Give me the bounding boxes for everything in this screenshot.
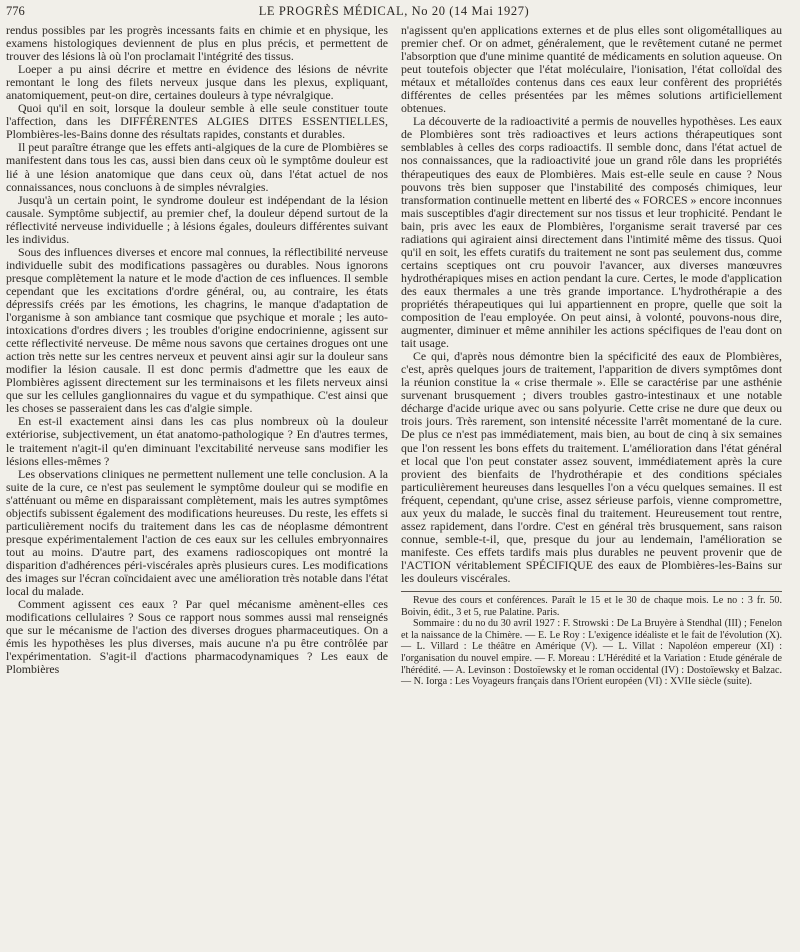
page-number: 776 bbox=[6, 4, 25, 18]
paragraph: Jusqu'à un certain point, le syndrome douleur est indépendant de la lésion causale. Symptôme subjectif, au premier chef, la douleur dépend surtout de la réflectivité nerveuse individuelle ; à lésions égales, douleurs différentes suivant les individus. bbox=[6, 192, 388, 246]
paragraph: La découverte de la radioactivité a permis de nouvelles hypothèses. Les eaux de Plombières sont très radioactives et leurs actions thérapeutiques sont semblables à celles des corps radioactifs. Il semble donc, dans l'état actuel de nos connaissances, que la radioactivité joue un grand rôle dans les propriétés thérapeutiques des eaux de Plombières. Mais est-elle seule en cause ? Nous pouvons très bien supposer que l'instabilité des composés chimiques, leur transformation continuelle mettent en liberté des « FORCES » encore inconnues mais susceptibles d'agir directement sur nos tissus et leur trophicité. Pendant le bain, pris avec les eaux de Plombières, l'organisme serait traversé par ces radiations qui agiraient ainsi directement dans l'intimité même des tissus. Quoi qu'il en soit, les effets curatifs du traitement ne sont pas seulement dus, comme certains sceptiques ont cru pouvoir l'avancer, aux diverses manœuvres hydrothérapiques mises en action pendant la cure. Certes, le mode d'application des eaux thermales a une très grande importance. L'hydrothérapie a des propriétés thérapeutiques qui lui appartiennent en propre, quelle que soit la composition de l'eau employée. On peut ainsi, à volonté, pouvons-nous dire, augmenter, diminuer et même annihiler les actions spécifiques de l'eau dont on tait usage. bbox=[401, 114, 782, 351]
journal-title: LE PROGRÈS MÉDICAL, No 20 (14 Mai 1927) bbox=[258, 4, 530, 18]
paragraph: Quoi qu'il en soit, lorsque la douleur semble à elle seule constituer toute l'affection, dans les DIFFÉRENTES ALGIES DITES ESSENTIELLES, Plombières-les-Bains donne des résultats rapides, constants et durables. bbox=[6, 101, 388, 142]
paragraph: Ce qui, d'après nous démontre bien la spécificité des eaux de Plombières, c'est, après quelques jours de traitement, l'apparition de divers symptômes dont la réunion constitue la « crise thermale ». Elle se caractérise par une asthénie survenant brusquement ; divers troubles gastro-intestinaux et une notable décharge d'acide urique avec ou sans polyurie. Cette crise ne dure que deux ou trois jours. Très rarement, son intensité nécessite l'arrêt momentané de la cure. De plus ce n'est pas immédiatement, mais bien, au bout de cinq à six semaines que l'on ressent les bons effets du traitement. L'amélioration dans l'état général et local que l'on peut constater assez souvent, immédiatement après la cure provient des bienfaits de l'hydrothérapie et des conditions spéciales particulièrement heureuses dans lesquelles l'on a vécu quelques semaines. Il est fréquent, cependant, qu'une crise, assez sérieuse parfois, vienne compromettre, aux yeux du malade, le succès final du traitement. Heureusement tout rentre, assez rapidement, dans l'ordre. C'est en général très brusquement, sans raison connue, semble-t-il, que, presque du jour au lendemain, l'amélioration se manifeste. Ces effets tardifs mais plus durables ne peuvent provenir que de l'ACTION véritablement SPÉCIFIQUE des eaux de Plombières-les-Bains sur les douleurs viscérales. bbox=[401, 349, 782, 585]
paragraph: Il peut paraître étrange que les effets anti-algiques de la cure de Plombières se manifestent dans tous les cas, aussi bien dans ceux où le symptôme douleur est lié à une lésion anatomique que dans ceux où, dans l'état actuel de nos connaissances, nous concluons à de simples névralgies. bbox=[6, 140, 388, 194]
paragraph: En est-il exactement ainsi dans les cas plus nombreux où la douleur extériorise, subjectivement, un état anatomo-pathologique ? En d'autres termes, le traitement n'agit-il qu'en diminuant l'excitabilité nerveuse sans modifier les lésions elles-mêmes ? bbox=[6, 414, 388, 468]
paragraph: Les observations cliniques ne permettent nullement une telle conclusion. A la suite de la cure, ce n'est pas seulement le symptôme douleur qui se modifie en s'atténuant ou même en disparaissant complètement, mais les autres symptômes objectifs subissent également des modifications heureuses. Du reste, les effets si particulièrement nocifs du traitement dans les cas de néoplasme démontrent presque expérimentalement l'action de ces eaux sur les cellules embryonnaires tout au moins. D'autre part, des examens radioscopiques ont montré la disparition d'adhérences péri-viscérales après plusieurs cures. Les modifications des images sur l'écran coïncidaient avec une amélioration très notable dans l'état local du malade. bbox=[6, 466, 388, 599]
divider bbox=[401, 591, 782, 592]
paragraph: Comment agissent ces eaux ? Par quel mécanisme amènent-elles ces modifications cellulaires ? Sous ce rapport nous sommes aussi mal renseignés que sur le mécanisme de l'action des diverses drogues pharmaceutiques. On a émis les hypothèses les plus diverses, mais aucune n'a pu être contrôlée par l'expérimentation. S'agit-il d'actions pharmacodynamiques ? Les eaux de Plombières bbox=[6, 597, 388, 677]
page-header bbox=[6, 4, 782, 18]
paragraph: rendus possibles par les progrès incessants faits en chimie et en physique, les examens histologiques deviennent de plus en plus précis, et permettent de trouver des lésions là où l'on proclamait l'intégrité des tissus. bbox=[6, 23, 388, 64]
paragraph: Loeper a pu ainsi décrire et mettre en évidence des lésions de névrite remontant le long des filets nerveux jusque dans les plexus, expliquant, anatomiquement, peut-on dire, certaines douleurs à type névralgique. bbox=[6, 62, 388, 103]
paragraph: n'agissent qu'en applications externes et de plus elles sont oligométalliques au premier chef. Or on admet, généralement, que le revêtement cutané ne permet l'absorption que d'une minime quantité de médicaments en solution aqueuse. On peut toutefois objecter que l'état moléculaire, l'ionisation, l'état colloïdal des métaux et métalloïdes contenus dans ces eaux leur confèrent des propriétés différentes de celles présentées par les mêmes solutions artificiellement obtenues. bbox=[401, 23, 782, 116]
right-column bbox=[401, 24, 782, 688]
review-notice: Revue des cours et conférences. Paraît le 15 et le 30 de chaque mois. Le no : 3 fr. 50. Boivin, édit., 3 et 5, rue Palatine. Paris. bbox=[401, 595, 782, 618]
paragraph: Sous des influences diverses et encore mal connues, la réflectibilité nerveuse individuelle subit des modifications passagères ou durables. Nous ignorons presque complètement la nature et le mode d'action de ces influences. Il semble cependant que les excitations d'ordre général, ou, au contraire, les états dépressifs créés par les émotions, les chagrins, le manque d'adaptation de l'organisme à son ambiance tant cosmique que psychique et morale ; les auto-intoxications d'ordres divers ; les troubles d'origine endocrinienne, agissent sur cette réflectivité nerveuse. De même nous savons que certaines drogues ont une action très nette sur les centres nerveux et peuvent ainsi agir sur la douleur sans modifier la lésion causale. Il est donc permis d'admettre que les eaux de Plombières agissent directement sur les terminaisons et les filets nerveux ainsi que sur les cellules ganglionnaires du vague et du sympathique. C'est ainsi que les choses se passeraient dans les cas d'algie simple. bbox=[6, 244, 388, 416]
left-column bbox=[6, 24, 388, 676]
review-summary: Sommaire : du no du 30 avril 1927 : F. Strowski : De La Bruyère à Stendhal (III) ; Fenelon et la naissance de la Chimère. — E. Le Roy : L'exigence idéaliste et le fait de l'évolution (X). — L. Villard : Le théâtre en Amérique (V). — L. Villat : Napoléon empereur (XI) : l'organisation du nouvel empire. — F. Moreau : L'Hérédité et la Variation : Etude générale de l'hérédité. — A. Levinson : Dostoïewsky et le roman occidental (IV) : Dostoïewsky et Balzac. — N. Iorga : Les Voyageurs français dans l'Orient européen (VI) : XVIIe siècle (suite). bbox=[401, 618, 782, 688]
